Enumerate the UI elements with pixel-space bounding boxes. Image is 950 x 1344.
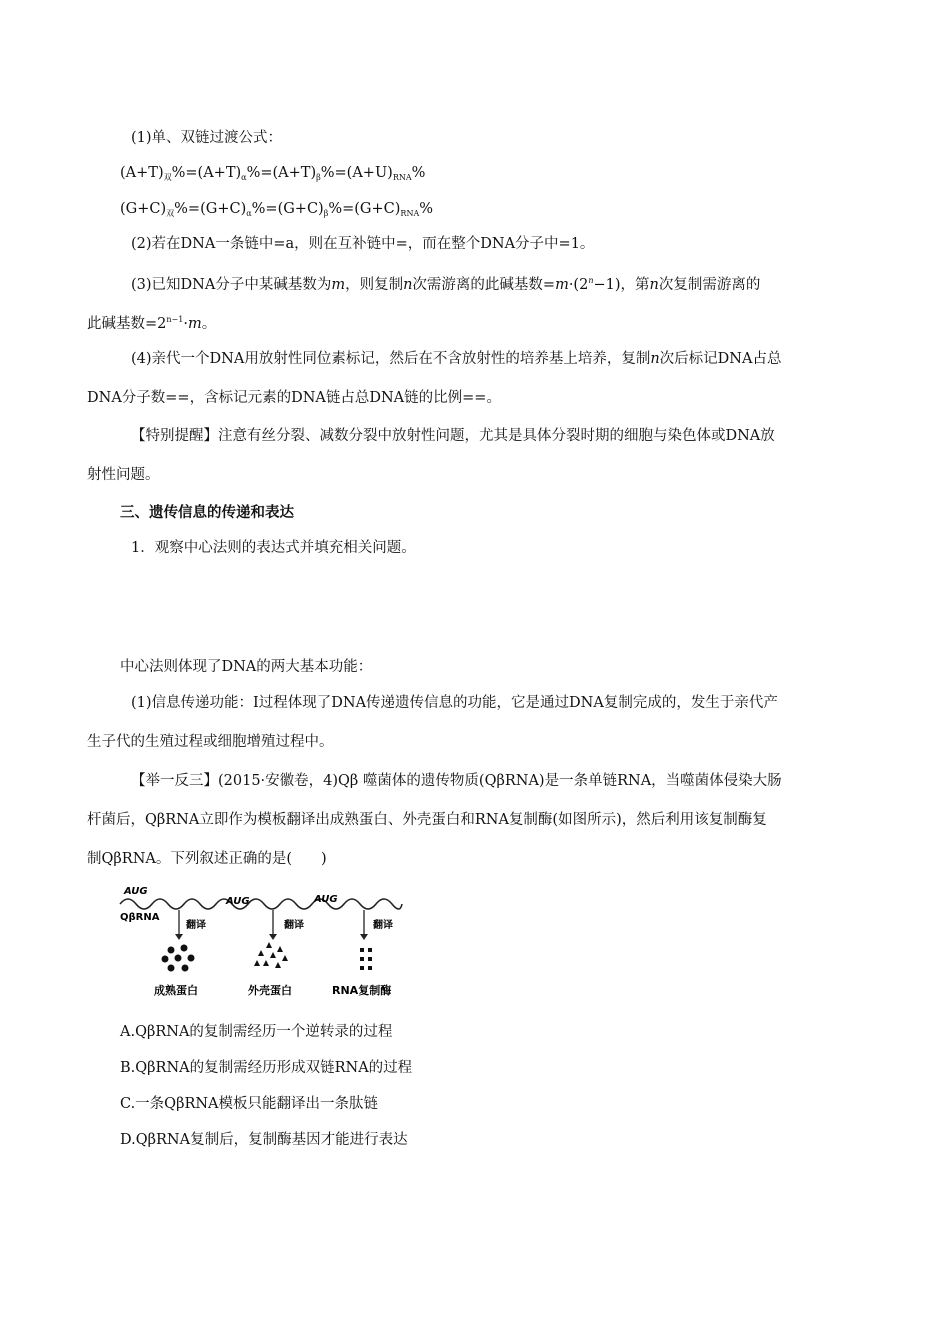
rna-strand [120,899,402,909]
example-line1: 【举一反三】(2015·安徽卷，4)Qβ 噬菌体的遗传物质(QβRNA)是一条单链RNA，当噬菌体侵染大肠 [131,773,782,789]
equation-gc: $(G+C)_双\%=(G+C)_\alpha\%=(G+C)_\beta\%=(G+C)_{RNA}\%$ [120,201,434,218]
function1-line2: 生子代的生殖过程或细胞增殖过程中。 [87,734,334,750]
section3-heading: 三、遗传信息的传递和表达 [120,504,294,521]
arrow-3 [360,910,368,940]
mature-protein-dots [162,945,195,972]
central-dogma-text: 中心法则体现了DNA的两大基本功能： [120,659,373,675]
item2-text: (2)若在DNA一条链中=a，则在互补链中=，而在整个DNA分子中=1。 [131,236,595,252]
special-tip-line1: 【特别提醒】注意有丝分裂、减数分裂中放射性问题，尤其是具体分裂时期的细胞与染色体或DNA放 [131,428,775,444]
item4-line1: (4)亲代一个DNA用放射性同位素标记，然后在不含放射性的培养基上培养，复制n次后标记DNA占总 [131,351,782,367]
mature-protein-label: 成熟蛋白 [154,984,198,997]
translate-label-1: 翻译 [186,920,206,931]
codon-label-2: AUG [226,896,250,907]
codon-label-3: AUG [314,894,338,905]
option-c: C.一条QβRNA模板只能翻译出一条肽链 [120,1096,379,1112]
option-a: A.QβRNA的复制需经历一个逆转录的过程 [120,1024,393,1040]
replicase-squares [360,948,372,970]
replicase-label: RNA复制酶 [332,984,392,997]
item3-line1: (3)已知DNA分子中某碱基数为m，则复制n次需游离的此碱基数$=m\cdot(2^n-1)$，第n次复制需游离的 [131,276,761,293]
rna-label: QβRNA [120,912,160,923]
arrow-2 [269,910,277,940]
coat-protein-label: 外壳蛋白 [248,984,292,997]
equation-at: $(A+T)_双\%=(A+T)_\alpha\%=(A+T)_\beta\%=(A+U)_{RNA}\%$ [120,165,426,182]
question1: 1．观察中心法则的表达式并填充相关问题。 [131,540,416,556]
option-d: D.QβRNA复制后，复制酶基因才能进行表达 [120,1132,408,1148]
option-b: B.QβRNA的复制需经历形成双链RNA的过程 [120,1060,413,1076]
coat-protein-triangles [254,942,288,968]
translate-label-3: 翻译 [373,920,393,931]
special-tip-line2: 射性问题。 [87,467,160,483]
example-line2: 杆菌后，QβRNA立即作为模板翻译出成熟蛋白、外壳蛋白和RNA复制酶(如图所示)，然后利用该复制酶复 [87,812,767,828]
item3-line2: 此碱基数$=2^{n-1}\cdot m$。 [87,315,217,332]
item4-line2: DNA分子数==，含标记元素的DNA链占总DNA链的比例==。 [87,390,501,406]
codon-label-1: AUG [124,886,148,897]
translate-label-2: 翻译 [284,920,304,931]
example-line3: 制QβRNA。下列叙述正确的是( ) [87,851,327,867]
arrow-1 [175,910,183,940]
function1-line1: (1)信息传递功能：Ⅰ过程体现了DNA传递遗传信息的功能，它是通过DNA复制完成的，发生于亲代产 [131,695,778,711]
qbeta-translation-figure [118,882,404,998]
item1-title: (1)单、双链过渡公式： [131,130,283,146]
